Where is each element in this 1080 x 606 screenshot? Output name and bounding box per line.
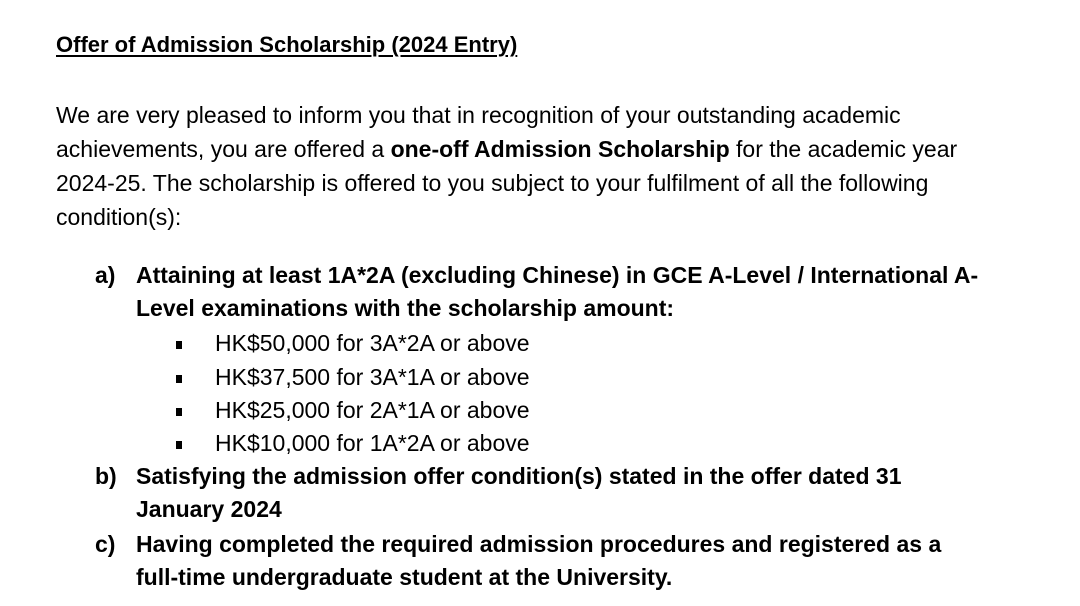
condition-text bbox=[136, 259, 1056, 325]
document-title: Offer of Admission Scholarship (2024 Entry) bbox=[56, 32, 518, 57]
list-item bbox=[0, 394, 1080, 427]
scholarship-amount: HK$25,000 for 2A*1A or above bbox=[215, 397, 530, 423]
intro-line-2-before: achievements, you are offered a bbox=[56, 136, 391, 162]
condition-line: Having completed the required admission procedures and registered as a bbox=[136, 531, 942, 557]
condition-line: Attaining at least 1A*2A (excluding Chinese) in GCE A-Level / International A- bbox=[136, 262, 979, 288]
square-bullet-icon bbox=[176, 408, 182, 416]
condition-marker: a) bbox=[95, 262, 116, 288]
intro-line-4: condition(s): bbox=[56, 204, 182, 230]
intro-line-2 bbox=[56, 132, 1036, 166]
condition-marker: c) bbox=[95, 531, 116, 557]
intro-line-1: We are very pleased to inform you that in recognition of your outstanding academic bbox=[56, 102, 901, 128]
condition-line: full-time undergraduate student at the University. bbox=[136, 564, 673, 590]
scholarship-amount: HK$10,000 for 1A*2A or above bbox=[215, 430, 530, 456]
condition-text bbox=[136, 528, 1056, 594]
list-item bbox=[0, 361, 1080, 394]
square-bullet-icon bbox=[176, 341, 182, 349]
condition-marker: b) bbox=[95, 463, 117, 489]
intro-line-2-after: for the academic year bbox=[729, 136, 958, 162]
square-bullet-icon bbox=[176, 375, 182, 383]
list-item bbox=[0, 427, 1080, 460]
condition-line: Level examinations with the scholarship amount: bbox=[136, 295, 675, 321]
intro-paragraph bbox=[56, 98, 1036, 234]
scholarship-amount: HK$37,500 for 3A*1A or above bbox=[215, 364, 530, 390]
condition-line: January 2024 bbox=[136, 496, 282, 522]
list-item bbox=[0, 327, 1080, 360]
intro-line-3: 2024-25. The scholarship is offered to you subject to your fulfilment of all the following bbox=[56, 170, 929, 196]
scholarship-name: one-off Admission Scholarship bbox=[390, 136, 730, 162]
condition-line: Satisfying the admission offer condition(s) stated in the offer dated 31 bbox=[136, 463, 902, 489]
square-bullet-icon bbox=[176, 441, 182, 449]
scholarship-amount: HK$50,000 for 3A*2A or above bbox=[215, 330, 530, 356]
condition-text bbox=[136, 460, 1056, 526]
